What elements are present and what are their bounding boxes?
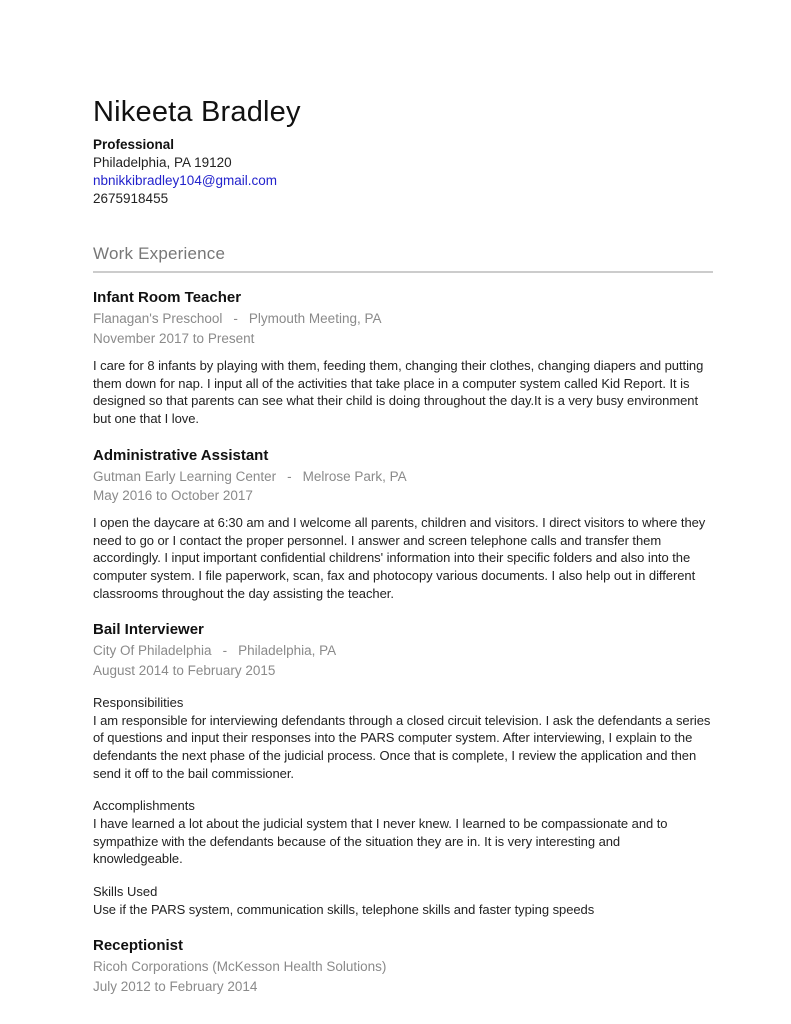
job-title: Bail Interviewer [93,621,204,639]
job-title: Administrative Assistant [93,446,269,464]
resume-header [93,96,713,207]
job-company: City Of Philadelphia [93,643,212,659]
job-title: Receptionist [93,937,184,955]
job-dates: November 2017 to Present [93,330,255,346]
email-link[interactable]: nbnikkibradley104@gmail.com [93,172,278,188]
block-text: Use if the PARS system, communication skills, telephone skills and faster typing speeds [93,901,595,917]
section-divider [93,271,713,273]
job-location: Melrose Park, PA [302,468,407,484]
job-entry-infant-room-teacher [93,289,713,427]
work-experience-section [93,244,713,995]
resume-content [93,96,713,995]
job-company-line [93,468,713,485]
job-location: Plymouth Meeting, PA [248,311,382,327]
job-company: Flanagan's Preschool [93,311,223,327]
job-company-line [93,958,713,975]
job-block-responsibilities [93,694,713,782]
person-location: Philadelphia, PA 19120 [93,154,232,170]
job-separator: - [287,468,292,484]
job-company-line [93,642,713,659]
job-separator: - [222,643,228,659]
job-dates: May 2016 to October 2017 [93,487,253,503]
job-company: Ricoh Corporations (McKesson Health Solutions) [93,959,387,975]
job-title: Infant Room Teacher [93,289,242,307]
job-entry-receptionist [93,937,713,995]
job-dates: July 2012 to February 2014 [93,978,258,994]
block-text: I have learned a lot about the judicial system that I never knew. I learned to be compassionate and to sympathize with the defendants because of the situation they are in. It is very interesting and knowledgeable. [93,816,668,867]
block-label: Skills Used [93,884,158,900]
job-description: I open the daycare at 6:30 am and I welcome all parents, children and visitors. I direct visitors to where they need to go or I contact the proper personnel. I answer and screen telephone calls and transfer them accordingly. I input important confidential childrens' information into their specific folders and also into the computer system. I file paperwork, scan, fax and photocopy various documents. I also help out in different classrooms throughout the day assisting the teacher. [93,515,706,601]
job-location: Philadelphia, PA [238,643,337,659]
job-block-skills-used [93,883,713,918]
block-label: Accomplishments [93,798,195,814]
block-text: I am responsible for interviewing defendants through a closed circuit television. I ask the defendants a series of questions and input their responses into the PARS computer system. After interviewing, I explain to the defendants the next phase of the judicial process. Once that is complete, I review the application and then send it off to the bail commissioner. [93,712,711,781]
block-label: Responsibilities [93,694,184,710]
job-company: Gutman Early Learning Center [93,468,277,484]
job-dates: August 2014 to February 2015 [93,662,276,678]
person-name: Nikeeta Bradley [93,96,301,128]
job-entry-bail-interviewer [93,621,713,918]
job-entry-administrative-assistant [93,447,713,603]
person-professional-title: Professional [93,137,175,153]
person-phone: 2675918455 [93,190,169,206]
job-company-line [93,310,713,327]
job-separator: - [233,311,238,327]
job-description: I care for 8 infants by playing with them, feeding them, changing their clothes, changing diapers and putting them down for nap. I input all of the activities that take place in a computer system called Kid Report. It is designed so that parents can see what their child is doing throughout the day.It is a very busy environment but one that I love. [93,357,704,426]
job-block-accomplishments [93,797,713,868]
section-title: Work Experience [93,244,226,264]
